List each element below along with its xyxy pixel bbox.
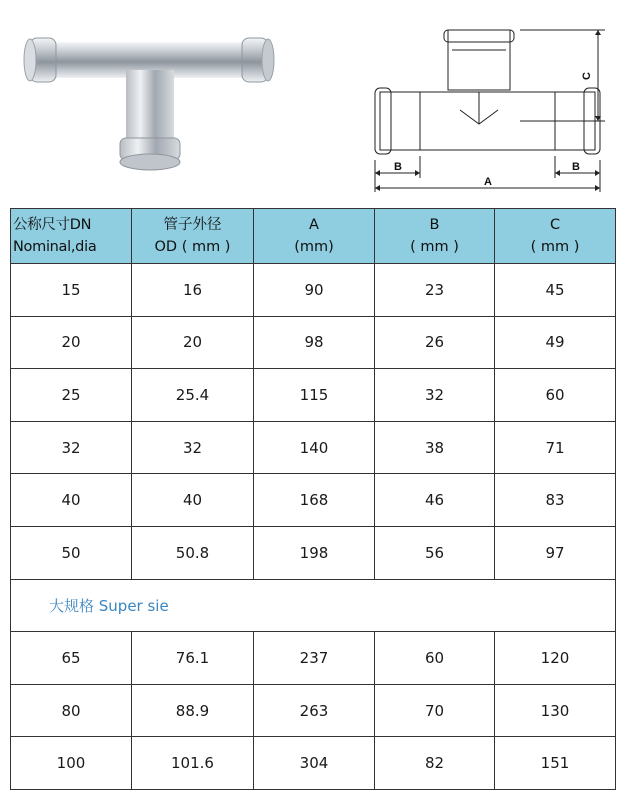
table-cell: 40 [11,474,132,527]
table-cell: 38 [375,421,495,474]
table-row [11,684,616,737]
table-cell: 198 [254,526,375,579]
table-header-row [11,209,616,264]
table-row [11,632,616,685]
table-cell: 237 [254,632,375,685]
table-cell: 168 [254,474,375,527]
table-cell: 90 [254,264,375,317]
table-cell: 50 [11,526,132,579]
table-row [11,474,616,527]
section-label-large-size: 大规格 Super sie [11,579,616,632]
table-row [11,316,616,369]
table-cell: 88.9 [132,684,254,737]
table-row [11,264,616,317]
table-cell: 46 [375,474,495,527]
table-cell: 40 [132,474,254,527]
table-cell: 23 [375,264,495,317]
table-cell: 26 [375,316,495,369]
table-cell: 97 [495,526,616,579]
table-cell: 20 [132,316,254,369]
dimension-table [10,208,616,790]
table-cell: 70 [375,684,495,737]
table-cell: 60 [375,632,495,685]
dim-label-a: A [484,176,492,188]
table-cell: 115 [254,369,375,422]
table-cell: 45 [495,264,616,317]
table-cell: 71 [495,421,616,474]
table-cell: 25.4 [132,369,254,422]
table-cell: 50.8 [132,526,254,579]
table-cell: 83 [495,474,616,527]
dim-label-c: C [581,72,593,80]
table-cell: 120 [495,632,616,685]
header-c: C ( mm ) [495,209,616,264]
table-row [11,369,616,422]
dim-label-b-left: B [394,161,402,173]
table-cell: 20 [11,316,132,369]
table-cell: 80 [11,684,132,737]
table-cell: 140 [254,421,375,474]
table-cell: 304 [254,737,375,790]
table-cell: 82 [375,737,495,790]
table-cell: 151 [495,737,616,790]
table-cell: 56 [375,526,495,579]
tee-body-branch [120,70,180,170]
table-cell: 263 [254,684,375,737]
table-cell: 49 [495,316,616,369]
table-cell: 101.6 [132,737,254,790]
table-cell: 32 [11,421,132,474]
table-row [11,421,616,474]
table-cell: 65 [11,632,132,685]
table-cell: 15 [11,264,132,317]
dim-label-b-right: B [572,161,580,173]
header-nominal-dia: 公称尺寸DN Nominal,dia [11,209,132,264]
dimension-drawing [360,10,610,195]
header-od: 管子外径 OD ( mm ) [132,209,254,264]
table-row [11,737,616,790]
table-cell: 32 [132,421,254,474]
tee-fitting-photo [18,20,278,180]
table-cell: 130 [495,684,616,737]
table-cell: 76.1 [132,632,254,685]
table-cell: 25 [11,369,132,422]
header-b: B ( mm ) [375,209,495,264]
header-a: A (mm) [254,209,375,264]
section-row [11,579,616,632]
table-cell: 32 [375,369,495,422]
table-row [11,526,616,579]
table-cell: 98 [254,316,375,369]
table-cell: 16 [132,264,254,317]
table-cell: 100 [11,737,132,790]
table-cell: 60 [495,369,616,422]
